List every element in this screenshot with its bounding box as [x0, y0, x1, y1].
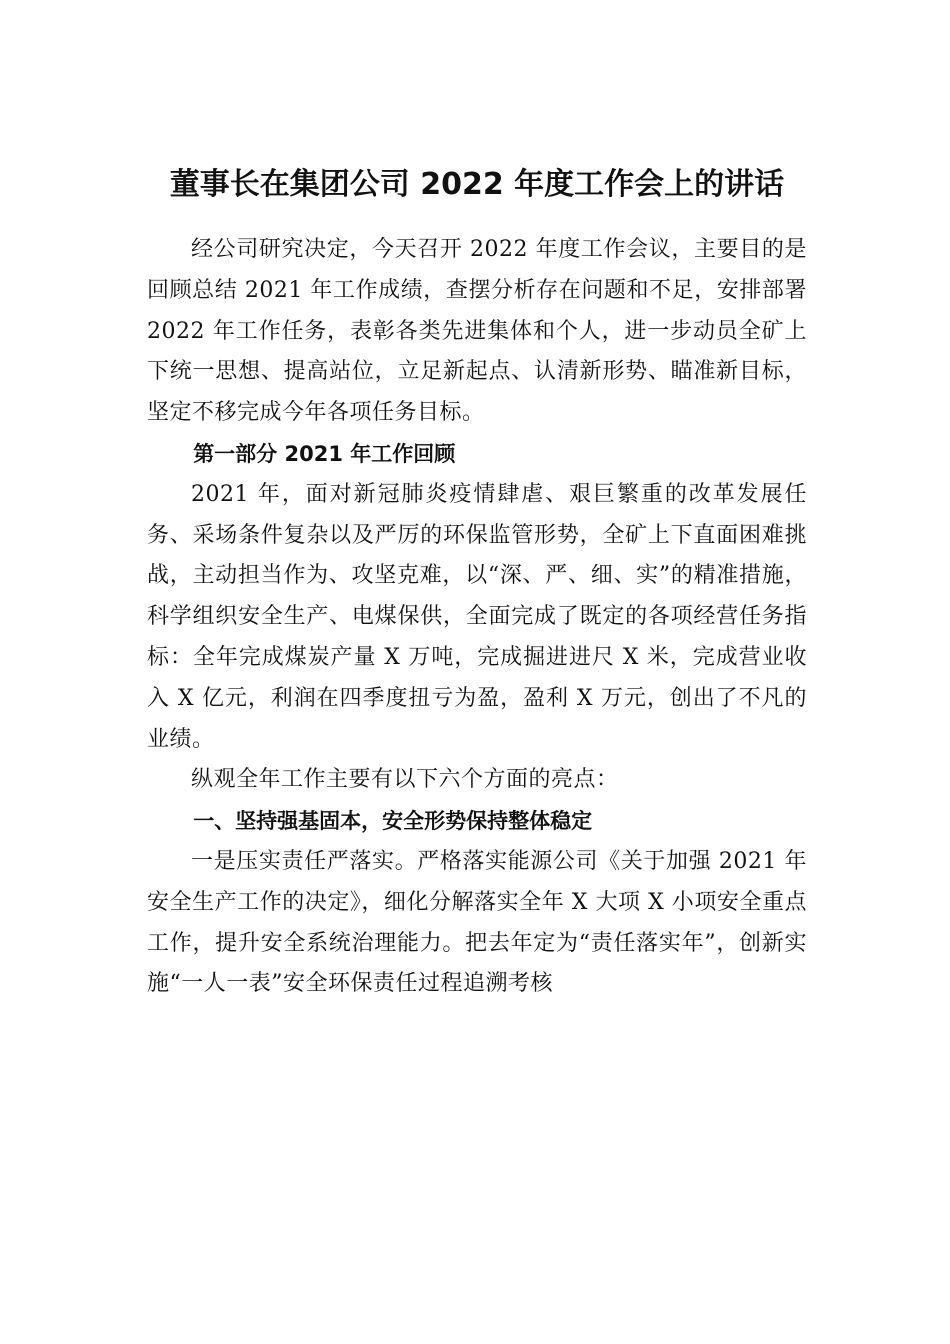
- subsection-heading-safety: 一、坚持强基固本，安全形势保持整体稳定: [193, 809, 593, 834]
- document-title: 董事长在集团公司 2022 年度工作会上的讲话: [169, 167, 785, 202]
- section-heading-part-one: 第一部分 2021 年工作回顾: [193, 441, 456, 466]
- responsibility-paragraph: 一是压实责任严落实。严格落实能源公司《关于加强 2021 年安全生产工作的决定》，细化分解落实全年 X 大项 X 小项安全重点工作，提升安全系统治理能力。把去年定为“责任落实年”，创新实施“一人一表”安全环保责任过程追溯考核: [147, 848, 807, 997]
- intro-paragraph: 经公司研究决定，今天召开 2022 年度工作会议，主要目的是回顾总结 2021 年工作成绩，查摆分析存在问题和不足，安排部署 2022 年工作任务，表彰各类先进集体和个人，进一步动员全矿上下统一思想、提高站位，立足新起点、认清新形势、瞄准新目标，坚定不移完成今年各项任务目标。: [147, 237, 807, 426]
- review-paragraph: 2021 年，面对新冠肺炎疫情肆虐、艰巨繁重的改革发展任务、采场条件复杂以及严厉的环保监管形势，全矿上下直面困难挑战，主动担当作为、攻坚克难，以“深、严、细、实”的精准措施，科学组织安全生产、电煤保供，全面完成了既定的各项经营任务指标：全年完成煤炭产量 X 万吨，完成掘进进尺 X 米，完成营业收入 X 亿元，利润在四季度扭亏为盈，盈利 X 万元，创出了不凡的业绩。: [147, 481, 807, 752]
- highlights-paragraph: 纵观全年工作主要有以下六个方面的亮点：: [191, 767, 619, 793]
- document-page: [147, 160, 807, 1005]
